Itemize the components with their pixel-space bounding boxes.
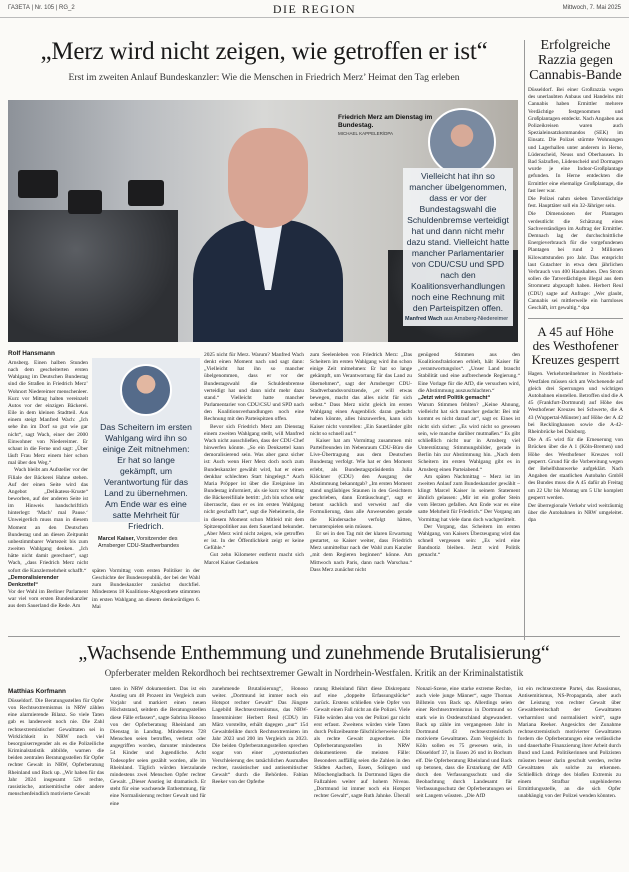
second-column-3 xyxy=(212,686,308,868)
article-paragraph: späten Vormittag vom ersten Politiker in der Geschichte der Bundesrepublik, der bei der Wahl zum Bundeskanzler zunächst durchfiel. Mindestens 18 Koalitions-Abgeordnete stimmten im ersten Wahlgang an diesem denkwürdigen 6. Mai xyxy=(92,568,200,610)
article-paragraph: Arnsberg. Einen halben Stunden nach dem gescheiterten ersten Wahlgang im Deutschen Bundestag sind die Straßen in Friedrich Merz’ Wohnort Niedereimer menschenleer. Kurz vor Mittag halten vereinzelt Autos vor der einzigen Bäckerei. Eile in dem kleinen Stadtteil. Aus einem steigt Manfred Wach: „Ich sehe ihn im Dorf so gut wie gar nicht“, sagt Wach, einer der 2000 Einwohner von Niedereimer. Er schaut in die Ferne und sagt: „Über läuft Frau Merz einem hier schon mal über den Weg.“ xyxy=(8,360,88,467)
article-column-5 xyxy=(418,352,520,632)
article-paragraph: taten in NRW dokumentiert. Das ist ein Anstieg um 48 Prozent im Vergleich zum Vorjahr und markiert einen neuen Höchststand, seitdem die Beratungsstellen diese Fälle erfassen“, sagte Sabrina Honoso von der Opferberatung Rheinland am Dienstag in Landtag. Mindestens 728 Menschen seien betroffen, verletzt oder angegriffen worden, darunter mindestens 54 Kinder und Jugendliche. Acht Todesopfer seien gezählt worden, alle im Rheinland. Täglich würden hierzulande mindestens zwei Menschen Opfer rechter Gewalt. „Dieser Anstieg ist dramatisch. Er steht für eine wachsende Enthemmung, für eine Normalisierung rechter Gewalt und für eine xyxy=(110,686,206,807)
author-byline: Rolf Hansmann xyxy=(8,350,55,357)
camera-icon xyxy=(128,180,164,206)
article-paragraph: Bevor sich Friedrich Merz am Dienstag einem zweiten Wahlgang stellt, will Manfred Wach nicht ausschließen, dass der CDU-Chef hinwerfen könnte. „So ein Denkzettel kann demoralisierend sein. Was aber ganz sicher ist: Auch wenn Herr Merz doch noch zum Bundeskanzler gewählt wird, hat er einen denkbar schlechten Start hingelegt.“ Auch Maria Pröpper ist über die Ereignisse im Bundestag informiert, als sie kurz vor Mittag die Bäckereifiliale betritt: „Ich bin schon sehr überrascht, dass er es im ersten Wahlgang nicht geschafft hat“, sagt die Neheimerin, die in diesem Moment schon Mitleid mit dem Spitzenpolitiker aus dem Sauerland bekundet. „Aber Merz wird nicht zeigen, wie getroffen er ist. In der Öffentlichkeit zeigt er keine Gefühle.“ xyxy=(204,423,304,552)
photo-quote-name: Manfred Wach xyxy=(405,316,443,322)
box-quote-role: Vorsitzender des Arnsberger CDU-Stadtverbandes xyxy=(98,536,180,549)
article-column-4 xyxy=(310,352,412,632)
second-subhead: Opferberater melden Rekordhoch bei rechtsextremer Gewalt in Nordrhein-Westfalen. Kritik an der Kriminalstatistik xyxy=(104,668,524,678)
second-column-1 xyxy=(8,698,104,868)
second-author-byline: Matthias Korfmann xyxy=(8,688,66,695)
article-paragraph: ist ein rechtsextreme Partei, das Rassismus, Antisemitismus, NS-Propaganda, aber auch der Leistung von rechter Gewalt über Gewaltbereitschaft der Gewalttaten verharmlost und normalisiert wird“, sagte Mariana Reeker. Angesichts der Zunahme rechtsextremistisch motivierter Gewalttaten fordern die Opferberatungen eine verlässliche und dauerhafte Finanzierung ihrer Arbeit durch Bund und Land. Politikerinnen und Polizisten müssten besser darin geschult werden, rechte Gewalttaten als solche zu erkennen. Schließlich dringe des bloßen Extremis zu einem Strafbar ungehinderten Ermittlungsstelle, an die sich Opfer unabhängig von der Polizei wenden könnten. xyxy=(518,686,621,800)
article-paragraph: Wach bleibt am Aufsteller vor der Filiale der Bäckerei Hahne stehen. Auf der einen Seite wird das Angebot „Delikatess-Kruste“ beworben, auf der anderen Seite ist im Hinweis handschriftlich hinterlegt: ‘Mach’ mal Pause.‘ Unweigerlich muss man in diesem Moment an den Deutschen Bundestag und an diesen Zeitpunkt unbestimmbarer Wartezeit bis zum zweiten Wahlgang denken. „Ich hätte nicht damit gerechnet“, sagt Wach, „dass Friedrich Merz nicht sofort die Kanzlermehrheit schafft.“ xyxy=(8,467,88,574)
issue-date: Mittwoch, 7. Mai 2025 xyxy=(562,5,621,11)
article-paragraph: Am späten Nachmittag – Merz ist im zweiten Anlauf zum Bundeskanzler gewählt – klingt Marcel Kaiser in seinem Statement ähnlich gelassen: „Mir ist ein großer Stein vom Herzen gefallen. Am Ende war es eine satte Mehrheit für Friedrich.“ Der Vorgang am Vormittag hat viele dann doch wachgerüttelt. xyxy=(418,473,520,523)
page-meta: ГАЗЕТА | Nr. 105 | RG_2 xyxy=(8,5,75,11)
photo-caption: Friedrich Merz am Dienstag im Bundestag. MICHAEL KAPPELER/DPA xyxy=(338,114,433,136)
article-paragraph: ratung Rheinland führt diese Diskrepanz auf eine „doppelte Erfassungslücke“ zurück. Erstens schließen viele Opfer von Gewalt einen Fall nicht an die Polizei. Viele Fälle würden also von der Polizei gar nicht erst erfasst. Zweitens würden viele Taten durch Polizeibeamte fälschlicherweise nicht als rechte Gewalt zugeordnet. Die Opferberatungsstellen in NRW dokumentieren die meisten Fälle: Besonders auffällig seien die Zahlen in den Städten Aachen, Essen, Solingen und Mönchengladbach. In Dortmund lägen die Fallzahlen weiter auf hohem Niveau. „Dortmund ist immer noch ein Hotspot rechter Gewalt“, sagte Ruth Jahnke. Überall xyxy=(314,686,410,800)
quote-box xyxy=(92,358,200,549)
lead-photo xyxy=(8,100,518,342)
article-column-3 xyxy=(204,352,304,632)
article-paragraph: Warum Stimmen fehlten? „Keine Ahnung, vielleicht hat sich mancher gedacht: Bei mir kommt es nicht darauf an“, sagt er. Eines ist nicht sich sicher: „Es wird nicht so gewesen sein, wie manche darüber mutmaßen.“ Es gibt schließlich nicht nur in Arnsberg viel Unterstützung Stimmungsbilder, gerade in Berlin hin zur Abstimmung hin. „Nach dem Scheitern im ersten Wahlgang gibt es in Arnsberg einen Parteiabend.“ xyxy=(418,402,520,473)
article-column-1 xyxy=(8,360,88,632)
second-column-4 xyxy=(314,686,410,868)
article-paragraph: Nonazi-Szene, eine starke extreme Rechte, auch viele junge Männer“, sagte Thomas Billstein von Back up. Allerdings seien einer Rechtsextremismus in Dortmund so stark wie in Ostdeutschland abgewandert. Back up zähle im vergangenen Jahr in Dortmund 43 rechtsextremistisch motivierte Gewalttaten. Zum Vergleich: In Köln sollen es 75 gewesen sein, in Düsseldorf 37, in Essen 26 und in Bochum elf. Die Opferberatung Rheinland und Back up betonen, dass die Erstarkung der AfD durch den Verfassungsschutz und die Beobachtung durch Landesamt für Verfassungsschutz der Opferberatungen sei seit Langem wüssten. „Die AfD xyxy=(416,686,512,800)
main-headline: „Merz wird nicht zeigen, wie getroffen er ist“ xyxy=(40,38,488,65)
sidebar-headline-2: A 45 auf Höhe des Westhofener Kreuzes gesperrt xyxy=(531,324,620,368)
sidebar-paragraph: Die A 45 wird für die Erneuerung von Brücken über die A 1 (Köln-Bremen) und Höhe des Westhofener Kreuzes voll gesperrt. Grund für die Vorbereitung wegen der Behelfsbauwerke aufgeklärt. Nach Angaben der staatlichen Autobahn GmbH des Bundes muss die A 45 dafür ab Freitag um 22 Uhr bis Montag um 5 Uhr komplett gesperrt werden. xyxy=(528,437,623,501)
portrait-marcel-kaiser xyxy=(120,364,172,416)
sidebar-paragraph: Der überregionale Verkehr wird weiträumig über die Autobahnen in NRW umgeleitet. dpa xyxy=(528,502,623,524)
article-paragraph: Kaiser hat am Vormittag zusammen mit Parteifreunden im Nebenraum CDU-Büro die Live-Übertragung aus dem Deutschen Bundestag verfolgt. Wie hat er den Moment erlebt, als Bundestagspräsidentin Julia Klöckner (CDU) den Ausgang der Abstimmung bekanntgab? „Im ersten Moment stand ungläubiges Staunen in den Gesichtern geschrieben, dann Enttäuschung“, sagt er betont sachlich und verweist auf die Formulierung, dass alle Anwesenden gerade die Kindersache verfolgt hätten, herunterspielen sein müssen. xyxy=(310,437,412,530)
camera-icon xyxy=(18,170,58,198)
second-column-2 xyxy=(110,686,206,868)
sidebar-paragraph: Die Polizei nahm sieben Tatverdächtige fest. Haupttäter soll ein 32-Jähriger sein. xyxy=(528,196,623,210)
main-subhead: Erst im zweiten Anlauf Bundeskanzler: Wie die Menschen in Friedrich Merz’ Heimat den Tag erleben xyxy=(68,72,460,83)
article-paragraph: zum Seelenleben von Friedrich Merz: „Das Scheitern im ersten Wahlgang wird ihn schon einige Zeit mitnehmen: Er hat so lange gekämpft, um Verantwortung für das Land zu übernehmen“, sagt der Arnsberger CDU-Stadtverbandsvorsitzende, „er will etwas bewegen, macht das alles nicht für sich selbst.“ Dass Merz nicht gleich im ersten Wahlgang einen Augenblick daran gedacht haben könnte, alles hinzuwerfen, kann sich Kaiser nicht vorstellen: „Ein Sauerländer gibt nicht so schnell auf.“ xyxy=(310,352,412,437)
portrait-manfred-wach xyxy=(428,108,496,176)
section-divider xyxy=(8,636,620,637)
article-paragraph: 2025 nicht für Merz. Warum? Manfred Wach denkt einen Moment nach und sagt dann: „Vielleicht hat ihn so mancher übelgenommen, dass er vor der Bundestagswahl die Schuldenbremse verteidigt hat und dann nicht mehr dazu stand.“ Vielleicht hatte mancher Parlamentarier von CDU/CSU und SPD nach den Koalitionsverhandlungen noch eine Rechnung mit den Parteispitzen offen. xyxy=(204,352,304,423)
photo-crowd-left xyxy=(8,210,178,342)
second-column-6 xyxy=(518,686,621,868)
photo-figure-head xyxy=(228,128,308,228)
sidebar-news xyxy=(528,38,623,526)
second-column-5 xyxy=(416,686,512,868)
article-paragraph: Der Vorgang, das Scheitern im ersten Wahlgang, von Kaisers Überzeugung wird das schnell vergessen sein: „Es wird eine Bandnotiz bleiben. Jetzt wird Politik gemacht.“ xyxy=(418,523,520,559)
article-paragraph: zunehmende Brutalisierung“, Honoso weiter. „Dortmund ist immer noch ein Hotspot rechter Gewalt“ Das Jüngste Lagebild Rechtsextremismus, das NRW-Innenminister Herbert Reul (CDU) im März vorstellte, erhält dagegen „nur“ 154 Gewaltdelikte durch Rechtsextremisten im Jahr 2023 und 200 im Vergleich zu 2023. Die beiden Opferberatungsstellen sprechen sogar von einer „systematischen Verschleierung des tatsächlichen Ausmaßes rechter, rassistischer und antisemitischer Gewalt“ durch die Behörden. Fabian Reeker von der Opferbe xyxy=(212,686,308,786)
article-paragraph: Er sei in den Tag mit der klaren Erwartung gestartet, so Kaiser weiter, dass Friedrich Merz unmittelbar nach der Wahl zum Kanzler „mit dem Regieren beginnen“ könne. Am Mittwoch nach Paris, dann nach Warschau.“ Dass Merz zunächst nicht xyxy=(310,530,412,573)
sidebar-divider xyxy=(528,318,623,319)
second-headline: „Wachsende Enthemmung und zunehmende Brutalisierung“ xyxy=(78,642,550,664)
camera-icon xyxy=(68,190,102,214)
sidebar-paragraph: Hagen. Verkehrsteilnehmer in Nordrhein-Westfalen müssen sich am Wochenende auf gleich drei Sperrungen und wichtigen Autobahnen einstellen. Betroffen sind die A 45 (Frankfurt-Dortmund) auf Höhe des Westhofener Kreuzes bei Schwerte, die A 43 (Wuppertal-Münster) auf Höhe der A 42 bei Recklinghausen sowie die A-42-Rheinbrücke bei Duisburg. xyxy=(528,371,623,435)
page-header xyxy=(0,0,629,18)
photo-quote-text: Vielleicht hat ihn so mancher übelgenommen, dass er vor der Bundestagswahl die Schuldenbremse verteidigt hat und dann nicht mehr dazu stand. Vielleicht hatte mancher Parlamentarier von CDU/CSU und SPD nach den Koalitionsverhandlungen noch eine Rechnung mit den Parteispitzen offen. xyxy=(406,171,510,313)
box-quote-name: Marcel Kaiser, xyxy=(98,536,135,542)
article-paragraph: Vor der Wahl im Berliner Parlament war viel vom ersten Bundeskanzler aus dem Sauerland die Rede. Am xyxy=(8,589,88,610)
article-subheading: „Demoralisierender Denkzettel“ xyxy=(8,574,59,588)
photo-credit: MICHAEL KAPPELER/DPA xyxy=(338,131,394,136)
article-paragraph: Gut zehn Kilometer entfernt macht sich Marcel Kaiser Gedanken xyxy=(204,552,304,566)
sidebar-headline-1: Erfolgreiche Razzia gegen Cannabis-Bande xyxy=(529,38,622,83)
section-title: DIE REGION xyxy=(272,2,357,16)
article-paragraph: Düsseldorf. Die Beratungsstellen für Opfer von Rechtsextremismus in NRW zählen eine alarmierende Bilanz. So viele Taten gab es landesweit noch nie. Die Zahl rechtsextremistischer Gewalttaten sei in Wirklichkeit in NRW noch viel besorgniserregender als es die Polizeiliche Kriminalstatistik abbilde, warnen die beiden zentralen Beratungsstellen für Opfer rechter Gewalt in NRW, Opferberatung Rheinland und Back up. „Wir haben für das Jahr 2024 insgesamt 526 rechte, rassistische, antisemitische oder andere menschenfeindlich motivierte Gewalt xyxy=(8,698,104,798)
column-divider xyxy=(524,40,525,640)
article-paragraph: genügend Stimmen aus den Koalitionsfraktionen erhielt, hält Kaiser für „verantwortungslos“. „Unser Land braucht Stabilität und eine aufbrechende Regierung.“ Eine Vorlage für die AfD, die versuchen wird, die Abstimmung auszuschlachten.“ xyxy=(418,352,520,394)
article-subheading: „Jetzt wird Politik gemacht“ xyxy=(418,394,491,401)
sidebar-paragraph: Die Dimensionen der Plantagen verdeutlicht die Schätzung eines Sachverständigen im Auftrag der Ermittler. Demnach lag der durchschnittliche Energieverbrauch für die vorgefundenen Plantagen bei rund 2 Millionen Kilowattstunden pro Jahr. Das entspricht laut Gutachter in etwa dem jährlichen Verbrauch von 400 Haushalten. Den Strom sollen die Tatverdächtigen illegal aus dem Stromnetz abgezapft haben. Herbert Reul (CDU) sagte auf Anfrage: „Wer glaubt, Cannabis sei mittlerweile ein harmloses Geschäft, irrt gewaltig.“ dpa xyxy=(528,211,623,312)
photo-quote-role: aus Arnsberg-Niedereimer xyxy=(443,316,509,322)
box-quote-text: Das Scheitern im ersten Wahlgang wird ihn so einige Zeit mitnehmen: Er hat so lange gekämpft, um Verantwortung für das Land zu übernehmen. Am Ende war es eine satte Mehrheit für Friedrich. xyxy=(100,422,192,531)
article-column-2 xyxy=(92,568,200,632)
sidebar-paragraph: Düsseldorf. Bei einer Großrazzia wegen des unerlaubten Anbaus und Handelns mit Cannabis haben Ermittler mehrere Verdächtige festgenommen und Großplantagen entdeckt. Nach Angaben aus Polizeikreisen waren auch Spezialeinsatzkommandos (SEK) im Einsatz. Die Polizei stürmte Wohnungen und Lagerhallen unter anderem in Herne, Lüdenscheid, Neuss und Oberhausen. In Bad Salzuflen, Lüdenscheid und Dormagen wurde je eine Indoor-Großplantage gefunden. In Herne entdeckten die Ermittler eine ehemalige Großplantage, die fast leer war. xyxy=(528,87,623,194)
photo-quote-box xyxy=(403,168,513,326)
